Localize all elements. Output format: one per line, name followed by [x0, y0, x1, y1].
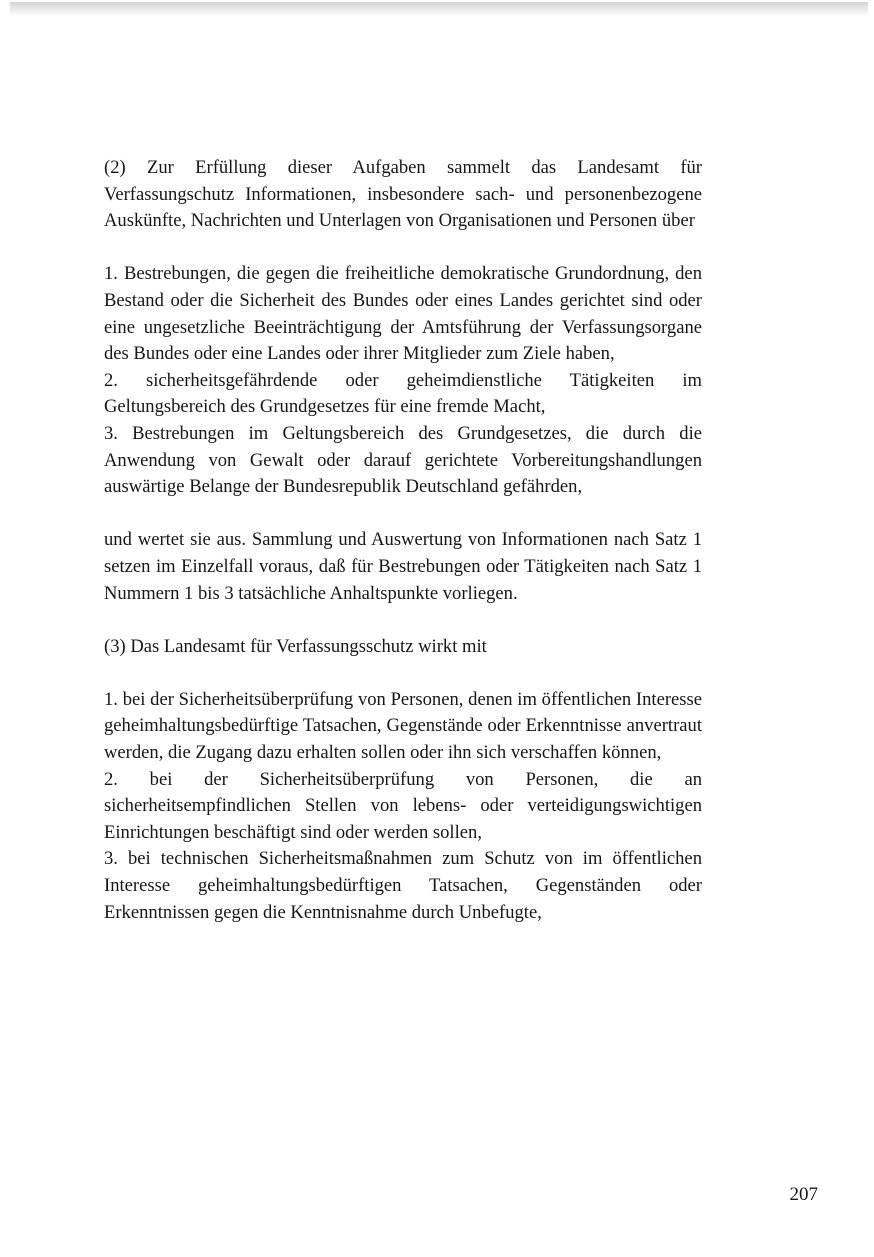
- document-body: [104, 155, 702, 926]
- paragraph-2-item-1: 1. Bestrebungen, die gegen die freiheitliche demokratische Grundordnung, den Bestand oder die Sicherheit des Bundes oder eines Landes gerichtet sind oder eine ungesetzliche Beeinträchtigung der Amtsführung der Verfassungsorgane des Bundes oder eine Landes oder ihrer Mitglieder zum Ziele haben,: [104, 263, 702, 365]
- paragraph-3-intro: (3) Das Landesamt für Verfassungsschutz wirkt mit: [104, 635, 487, 657]
- paragraph-2-closing: und wertet sie aus. Sammlung und Auswertung von Informationen nach Satz 1 setzen im Einzelfall voraus, daß für Bestrebungen oder Tätigkeiten nach Satz 1 Nummern 1 bis 3 tatsächliche Anhaltspunkte vorliegen.: [104, 529, 702, 604]
- paragraph-spacer: [104, 660, 702, 687]
- paragraph-3-item-1: 1. bei der Sicherheitsüberprüfung von Personen, denen im öffentlichen Interesse geheimhaltungsbedürftige Tatsachen, Gegenstände oder Erkenntnisse anvertraut werden, die Zugang dazu erhalten sollen oder ihn sich verschaffen können,: [104, 688, 702, 764]
- paragraph-spacer: [104, 607, 702, 634]
- page-number: 207: [789, 1184, 818, 1205]
- paragraph-3-item-2: 2. bei der Sicherheitsüberprüfung von Personen, die an sicherheitsempfindlichen Stellen von lebens- oder verteidigungswichtigen Einrichtungen beschäftigt sind oder werden sollen,: [104, 768, 702, 843]
- paragraph-2-item-2: 2. sicherheitsgefährdende oder geheimdienstliche Tätigkeiten im Geltungsbereich des Grundgesetzes für eine fremde Macht,: [104, 369, 702, 418]
- paragraph-2-item-3: 3. Bestrebungen im Geltungsbereich des Grundgesetzes, die durch die Anwendung von Gewalt oder darauf gerichtete Vorbereitungshandlungen auswärtige Belange der Bundesrepublik Deutschland gefährden,: [104, 422, 702, 498]
- paragraph-spacer: [104, 501, 702, 528]
- scan-edge-shadow: [10, 2, 868, 16]
- paragraph-2-intro: (2) Zur Erfüllung dieser Aufgaben sammelt das Landesamt für Verfassungschutz Informationen, insbesondere sach- und personenbezogene Auskünfte, Nachrichten und Unterlagen von Organisationen und Personen über: [104, 157, 702, 232]
- paragraph-3-item-3: 3. bei technischen Sicherheitsmaßnahmen zum Schutz von im öffentlichen Interesse geheimhaltungsbedürftigen Tatsachen, Gegenständen oder Erkenntnissen gegen die Kenntnisnahme durch Unbefugte,: [104, 848, 702, 923]
- paragraph-spacer: [104, 235, 702, 262]
